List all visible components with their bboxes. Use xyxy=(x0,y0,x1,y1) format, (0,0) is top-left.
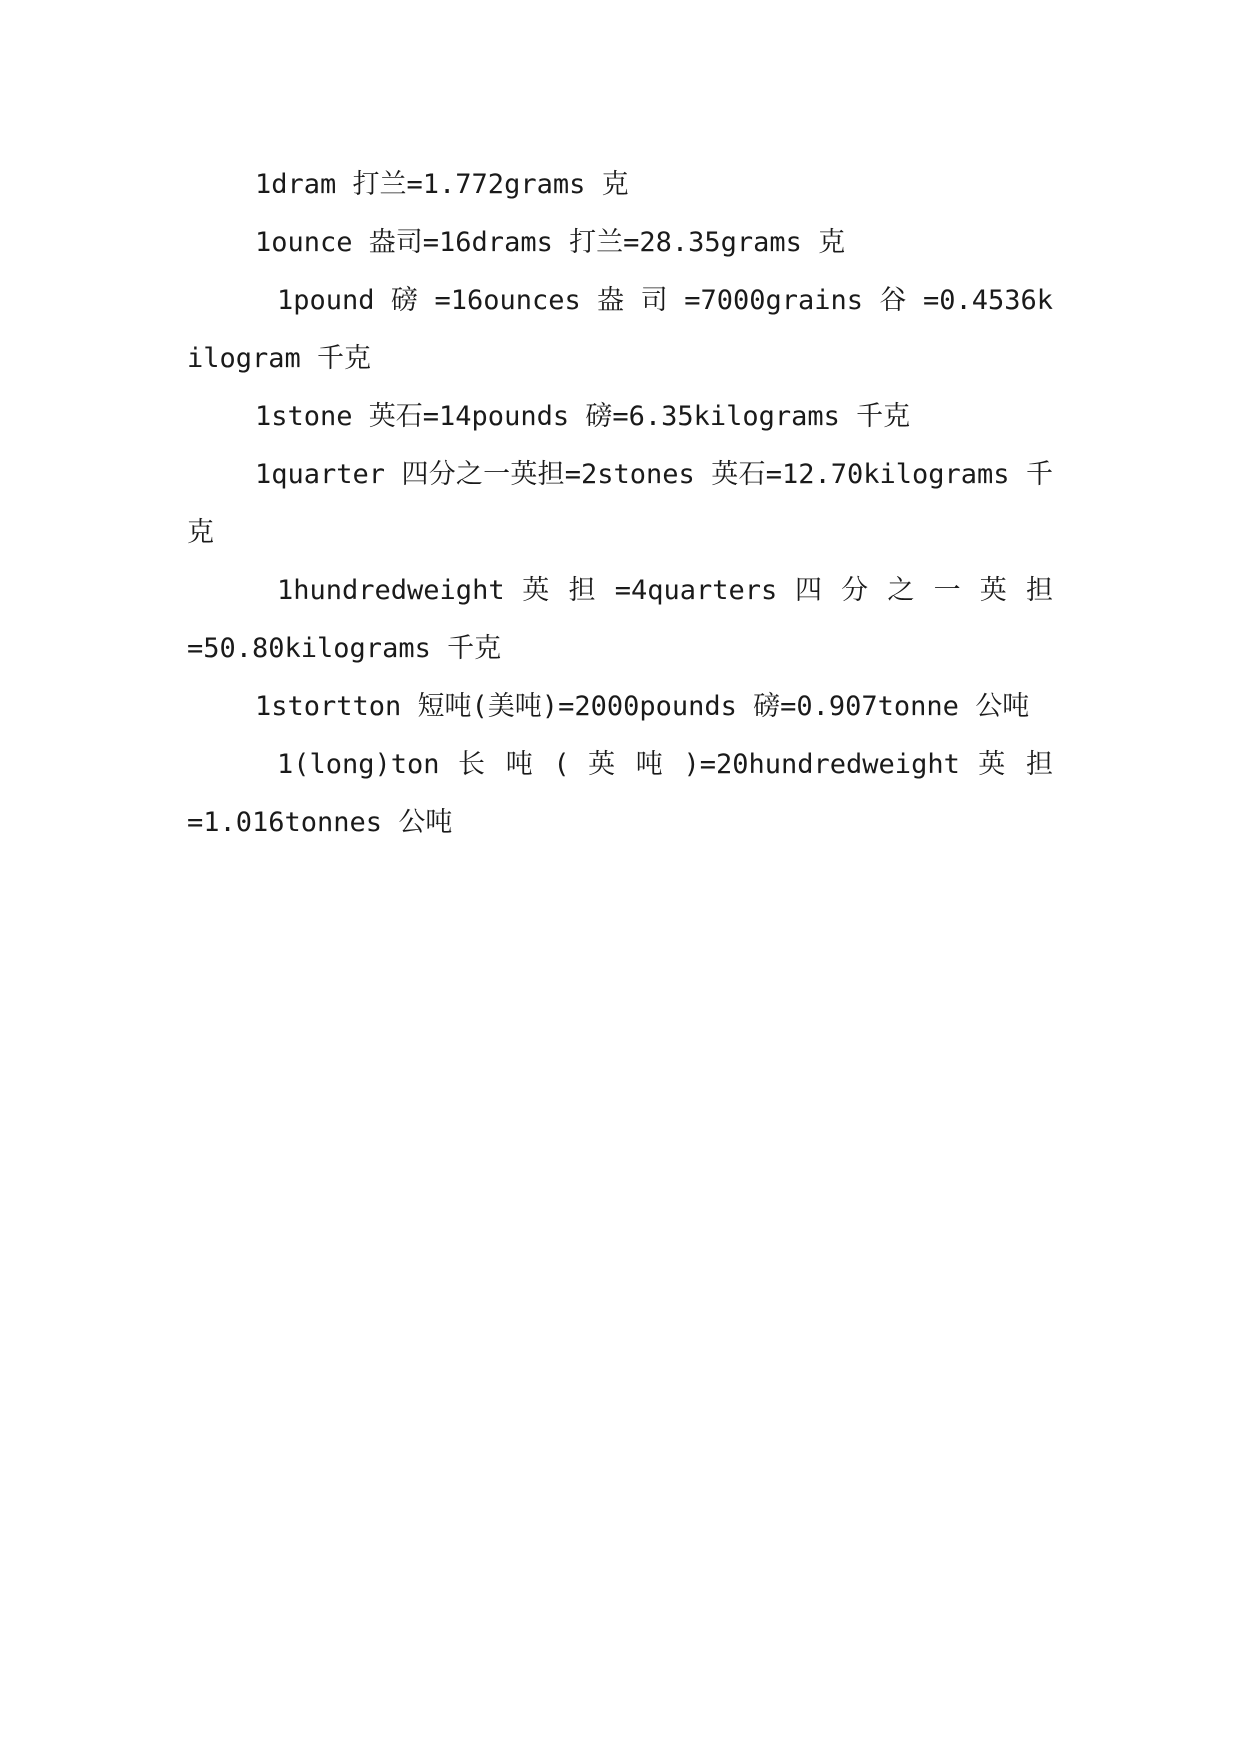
paragraph-hundredweight: 1hundredweight 英 担 =4quarters 四 分 之 一 英 担 =50.80kilograms 千克 xyxy=(187,575,1053,664)
paragraph-stone: 1stone 英石=14pounds 磅=6.35kilograms 千克 xyxy=(255,401,911,432)
paragraph-dram: 1dram 打兰=1.772grams 克 xyxy=(255,169,629,200)
paragraph-long-ton: 1(long)ton 长 吨 ( 英 吨 )=20hundredweight 英 担 =1.016tonnes 公吨 xyxy=(187,749,1053,838)
paragraph-pound: 1pound 磅 =16ounces 盎 司 =7000grains 谷 =0.4536kilogram 千克 xyxy=(187,285,1053,374)
paragraph-quarter: 1quarter 四分之一英担=2stones 英石=12.70kilograms 千克 xyxy=(187,459,1053,548)
paragraph-short-ton: 1stortton 短吨(美吨)=2000pounds 磅=0.907tonne 公吨 xyxy=(255,691,1030,722)
document-body xyxy=(187,156,1053,852)
paragraph-ounce: 1ounce 盎司=16drams 打兰=28.35grams 克 xyxy=(255,227,846,258)
